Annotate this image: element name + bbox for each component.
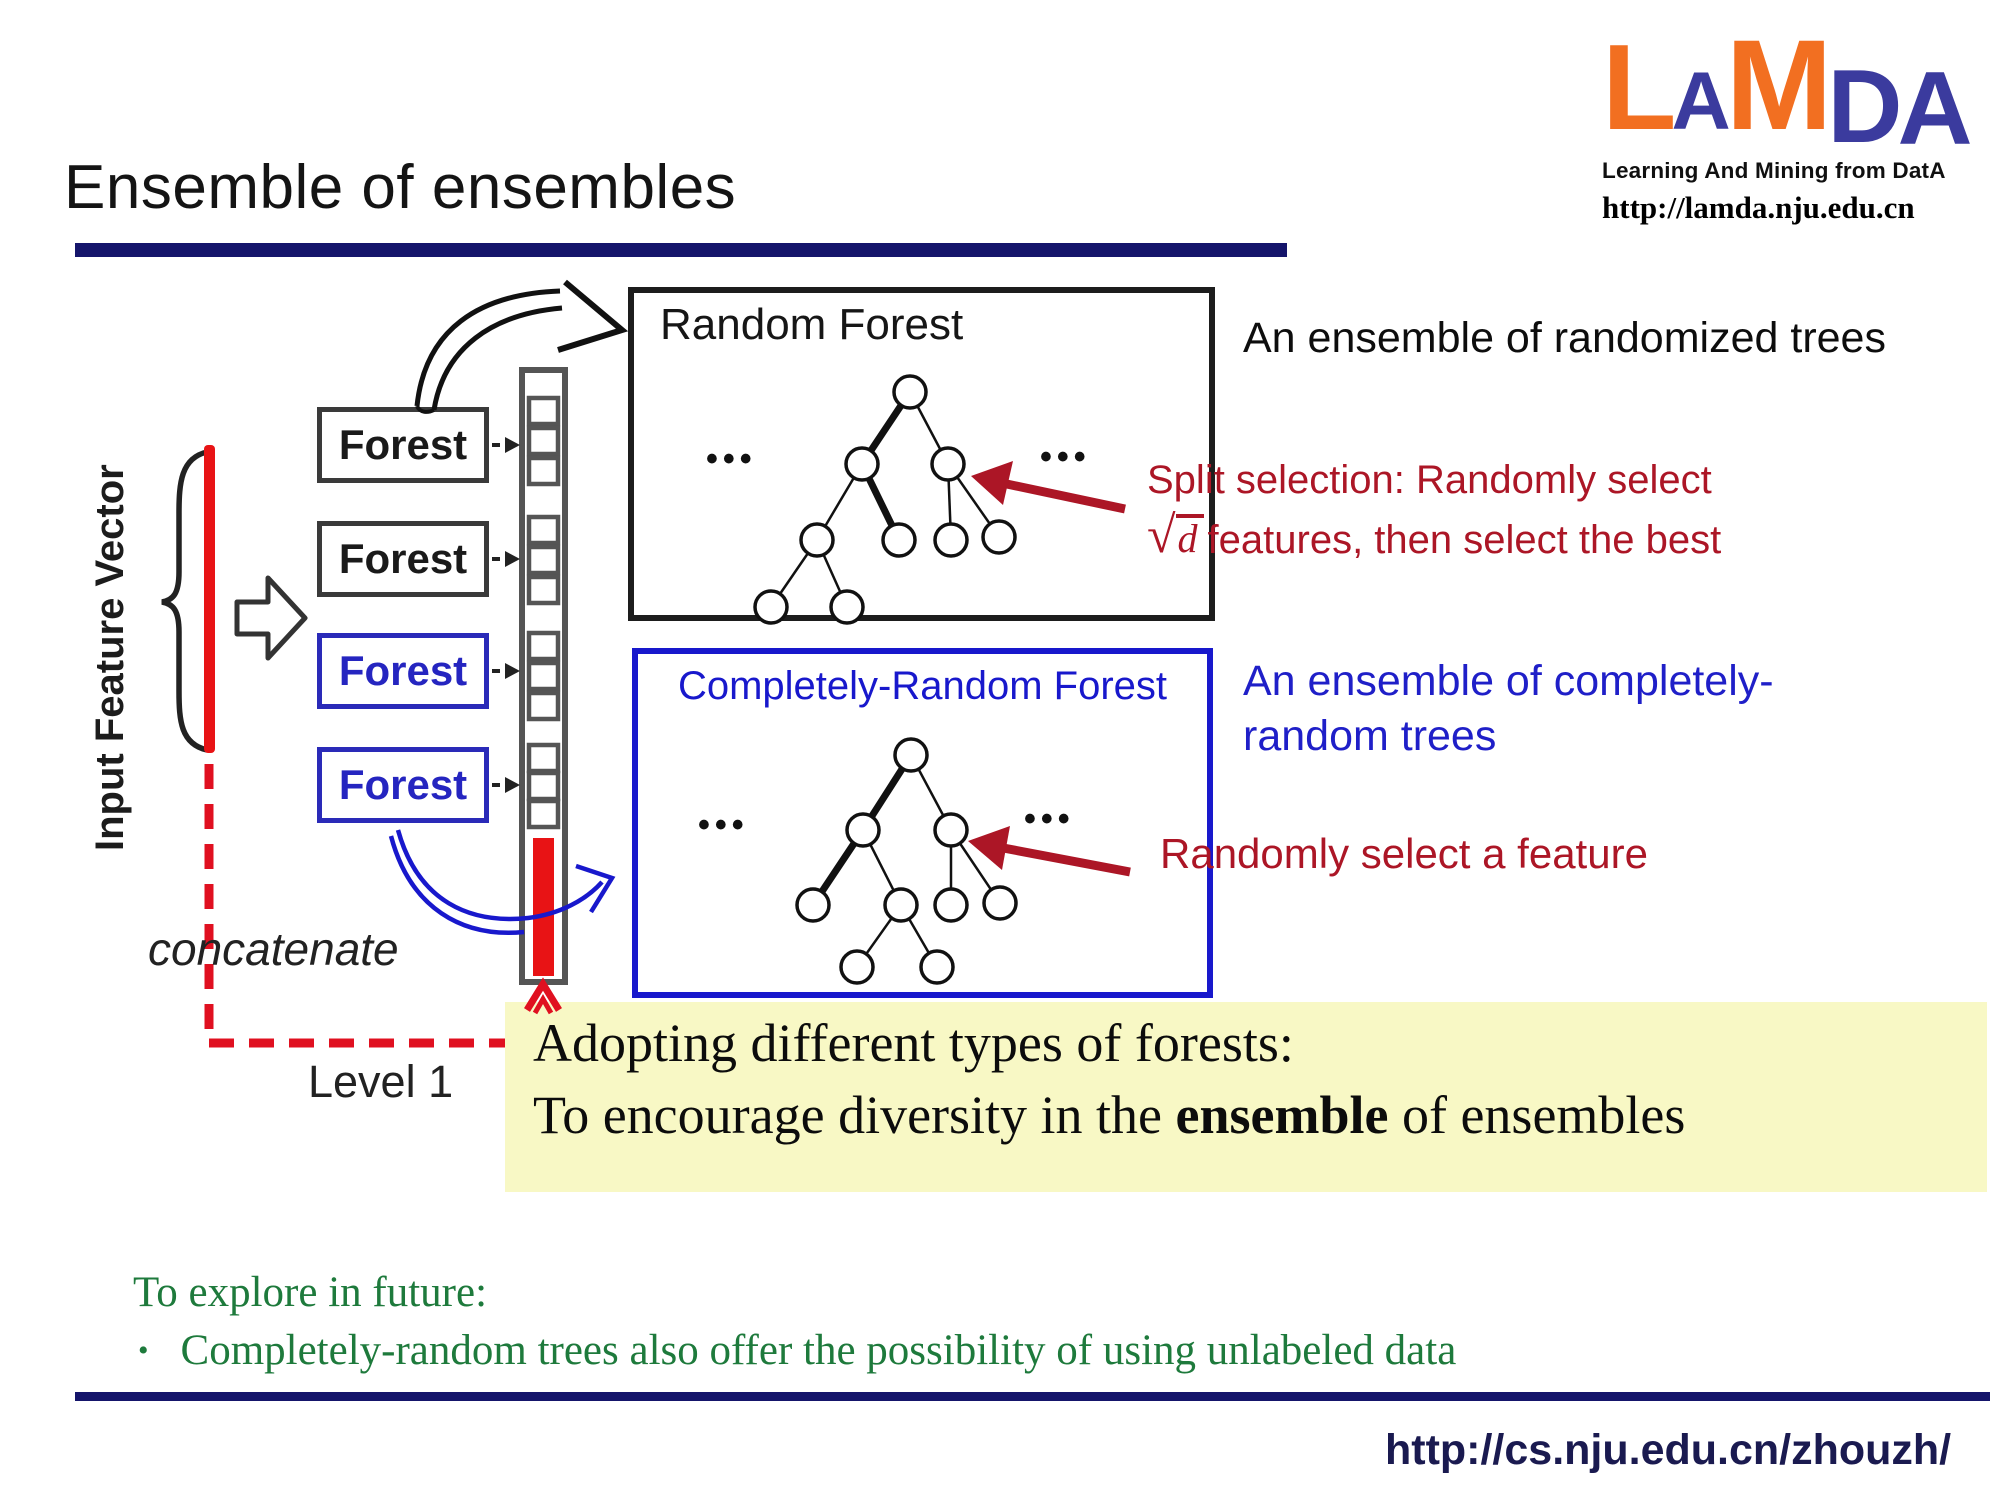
future-heading: To explore in future: (133, 1269, 488, 1316)
lamda-logo (1602, 14, 1994, 226)
input-feature-vector-label: Input Feature Vector (88, 464, 132, 852)
crf-annotation-label: Randomly select a feature (1160, 830, 1648, 877)
future-bullet-item (138, 1326, 1456, 1375)
rf-split-annotation-line2-text: features, then select the best (1207, 517, 1722, 562)
title-underline (75, 243, 1287, 257)
crf-ellipsis-left: ••• (698, 806, 749, 844)
forest-box-4-label: Forest (338, 761, 468, 808)
highlight-line-2-bold: ensemble (1175, 1085, 1389, 1145)
page-title: Ensemble of ensembles (64, 153, 737, 222)
future-item-text: Completely-random trees also offer the possibility of using unlabeled data (180, 1327, 1457, 1374)
highlight-line-2-pre: To encourage diversity in the (533, 1085, 1176, 1145)
logo-tagline: Learning And Mining from DatA (1602, 158, 1946, 183)
crf-ellipsis-right: ••• (1024, 800, 1075, 838)
brace-icon (162, 452, 207, 750)
forest-box-2 (317, 521, 489, 597)
highlight-line-2-post: of ensembles (1388, 1085, 1686, 1145)
rf-split-annotation-line1: Split selection: Randomly select (1147, 458, 1712, 502)
concat-vector-column (522, 370, 565, 982)
forest-box-4 (317, 747, 489, 823)
forest-box-1-label: Forest (338, 421, 468, 468)
forest-box-1 (317, 407, 489, 483)
sqrt-d-symbol: d (1176, 514, 1204, 560)
random-forest-title: Random Forest (660, 300, 964, 349)
logo-letter-m: M (1725, 14, 1828, 157)
rf-ellipsis-right: ••• (1040, 438, 1091, 476)
curved-arrow-blue-icon (391, 830, 612, 933)
logo-letter-a2: A (1897, 51, 1968, 167)
highlight-callout (505, 1002, 1987, 1192)
bullet-icon: • (138, 1334, 149, 1367)
logo-letter-d: D (1827, 49, 1898, 165)
crf-side-note-line1: An ensemble of completely- (1243, 657, 1774, 705)
bottom-divider-bar (75, 1392, 1990, 1401)
crf-side-note-line2: random trees (1243, 712, 1497, 761)
level-1-label: Level 1 (308, 1056, 454, 1107)
logo-letter-l: L (1602, 19, 1672, 155)
forest-connector-arrows (492, 437, 520, 793)
crf-side-note (1243, 654, 1774, 764)
rf-ellipsis-left: ••• (706, 440, 757, 478)
sqrt-icon: √ (1147, 507, 1176, 564)
block-arrow-icon (237, 578, 305, 658)
footer-url: http://cs.nju.edu.cn/zhouzh/ (1385, 1426, 1952, 1474)
curved-arrow-black-icon (417, 282, 622, 412)
rf-split-annotation (1147, 458, 1722, 564)
completely-random-forest-title: Completely-Random Forest (677, 664, 1168, 708)
column-red-segment (533, 838, 554, 976)
rf-side-note: An ensemble of randomized trees (1243, 314, 1886, 362)
logo-letter-a1: A (1671, 56, 1726, 147)
rf-split-annotation-line2 (1147, 507, 1722, 564)
forest-box-2-label: Forest (338, 535, 468, 582)
highlight-line-2 (533, 1085, 1987, 1145)
forest-box-3-label: Forest (338, 647, 468, 694)
forest-box-3 (317, 633, 489, 709)
lamda-logo-letters (1602, 14, 1994, 167)
highlight-line-1: Adopting different types of forests: (533, 1013, 1294, 1073)
concatenate-label: concatenate (148, 923, 399, 975)
logo-url: http://lamda.nju.edu.cn (1602, 190, 1915, 225)
